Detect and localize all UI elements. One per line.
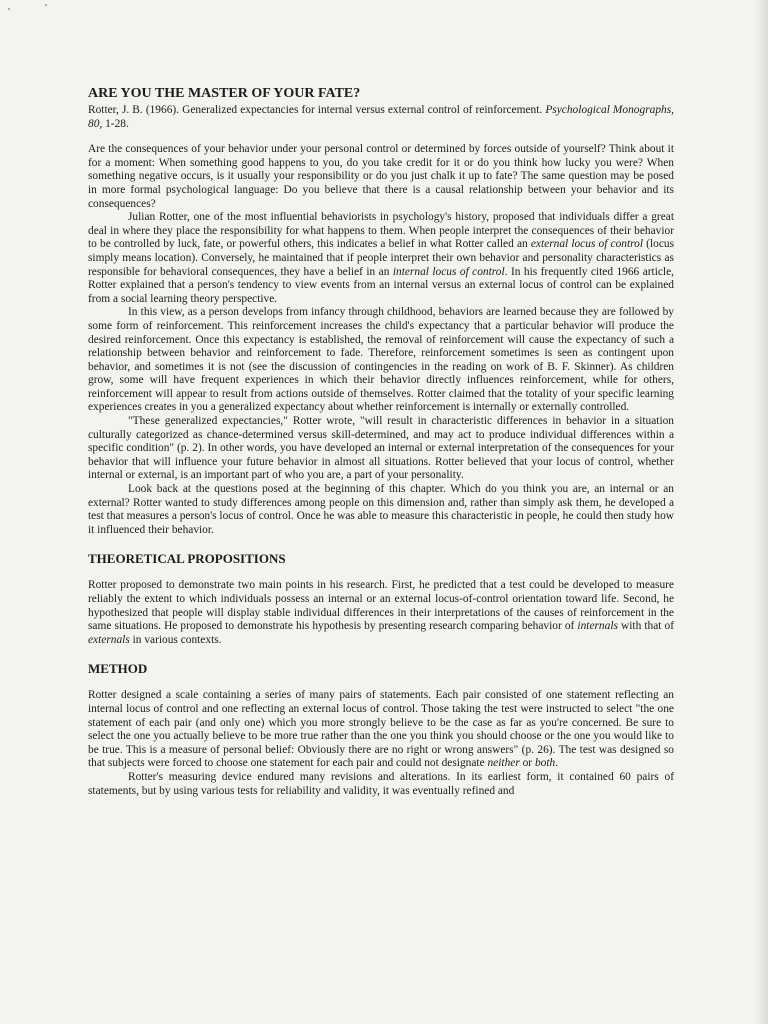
intro-paragraph-5: Look back at the questions posed at the beginning of this chapter. Which do you think you are, an internal or an external? Rotter wanted to study differences among people on this dimension and, rather than simply ask them, he developed a test that measures a person's locus of control. Once he was able to measure this characteristic in people, he could then study how it influenced their behavior. bbox=[88, 483, 674, 536]
document-page bbox=[88, 86, 674, 798]
citation-journal: Psychological Monographs, 80, bbox=[88, 104, 675, 130]
text-run: Rotter designed a scale containing a series of many pairs of statements. Each pair consisted of one statement reflecting an internal locus of control and one reflecting an external locus of control. Those taking the test were instructed to select "the one statement of each pair (and only one) which you more strongly believe to be the case as far as you're concerned. Be sure to select the one you actually believe to be more true rather than the one you think you should choose or the one you would like to be true. This is a measure of personal belief: Obviously there are no right or wrong answers" (p. 26). The test was designed so that subjects were forced to choose one statement for each pair and could not designate bbox=[88, 689, 674, 770]
scan-speck bbox=[8, 8, 10, 10]
text-run: Julian Rotter, one of the most influential behaviorists in psychology's history, proposed that individuals differ a great deal in where they place the responsibility for what happens to them. When people interpret the consequences of their behavior to be controlled by luck, fate, or powerful others, this indicates a belief in what Rotter called an bbox=[88, 211, 674, 251]
term-internals: internals bbox=[577, 620, 618, 633]
text-run: or bbox=[519, 757, 535, 770]
text-run: in various contexts. bbox=[129, 633, 222, 646]
citation bbox=[88, 104, 674, 131]
text-run: . In his frequently cited 1966 article, Rotter explained that a person's tendency to view events from an internal versus an external locus of control can be explained from a social learning theory perspective. bbox=[88, 265, 675, 305]
text-run: Rotter proposed to demonstrate two main points in his research. First, he predicted that a test could be developed to measure reliably the extent to which individuals possess an internal or an external locus-of-control orientation toward life. Second, he hypothesized that people will display stable individual differences in their interpretations of the causes of reinforcement in the same situations. He proposed to demonstrate his hypothesis by presenting research comparing behavior of bbox=[88, 579, 674, 633]
text-run: . bbox=[555, 757, 559, 770]
method-paragraph-1 bbox=[88, 689, 674, 771]
term-external-locus: external locus of control bbox=[530, 238, 644, 251]
scan-speck bbox=[45, 4, 47, 6]
citation-pages: 1-28. bbox=[102, 117, 129, 130]
intro-paragraph-1: Are the consequences of your behavior under your personal control or determined by forces outside of yourself? Think about it for a moment: When something good happens to you, do you take credit for it or do you think how lucky you were? When something negative occurs, is it usually your responsibility or do you just chalk it up to fate? The same question may be posed in more formal psychological language: Do you believe that there is a causal relationship between your behavior and its consequences? bbox=[88, 143, 674, 210]
term-neither: neither bbox=[487, 757, 520, 770]
text-run: (locus simply means location). Conversely, he maintained that if people interpret their own behavior and personality characteristics as responsible for behavioral consequences, they have a belief in an bbox=[88, 238, 675, 278]
term-externals: externals bbox=[88, 633, 130, 646]
intro-paragraph-4: "These generalized expectancies," Rotter wrote, "will result in characteristic differences in behavior in a situation culturally categorized as chance-determined versus skill-determined, and may act to produce individual differences within a specific condition" (p. 2). In other words, you have developed an internal or external interpretation of the consequences for your behavior that will influence your future behavior in almost all situations. Rotter believed that your locus of control, whether internal or external, is an important part of who you are, a part of your personality. bbox=[88, 415, 674, 482]
intro-paragraph-3: In this view, as a person develops from infancy through childhood, behaviors are learned because they are followed by some form of reinforcement. This reinforcement increases the child's expectancy that a particular behavior will produce the desired reinforcement. Once this expectancy is established, the removal of reinforcement will cause the expectancy of such a relationship between behavior and reinforcement to fade. Therefore, reinforcement sometimes is seen as contingent upon behavior, and sometimes it is not (see the discussion of contingencies in the reading on work of B. F. Skinner). As children grow, some will have frequent experiences in which their behavior directly influences reinforcement, while for others, reinforcement will appear to result from actions outside of themselves. Rotter claimed that the totality of your specific learning experiences creates in you a generalized expectancy about whether reinforcement is internally or externally controlled. bbox=[88, 306, 674, 414]
citation-authors: Rotter, J. B. (1966). Generalized expectancies for internal versus external control of reinforcement. bbox=[88, 104, 546, 116]
page-title: ARE YOU THE MASTER OF YOUR FATE? bbox=[88, 86, 361, 101]
term-internal-locus: internal locus of control bbox=[392, 265, 505, 278]
section-heading-theory: THEORETICAL PROPOSITIONS bbox=[88, 551, 286, 567]
section-heading-method: METHOD bbox=[88, 661, 148, 677]
method-paragraph-2: Rotter's measuring device endured many revisions and alterations. In its earliest form, it contained 60 pairs of statements, but by using various tests for reliability and validity, it was eventually refined and bbox=[88, 770, 674, 797]
text-run: with that of bbox=[617, 620, 674, 633]
term-both: both bbox=[534, 757, 556, 770]
page-edge-shadow bbox=[754, 0, 768, 1024]
theory-paragraph bbox=[88, 579, 674, 647]
intro-paragraph-2 bbox=[88, 211, 674, 306]
